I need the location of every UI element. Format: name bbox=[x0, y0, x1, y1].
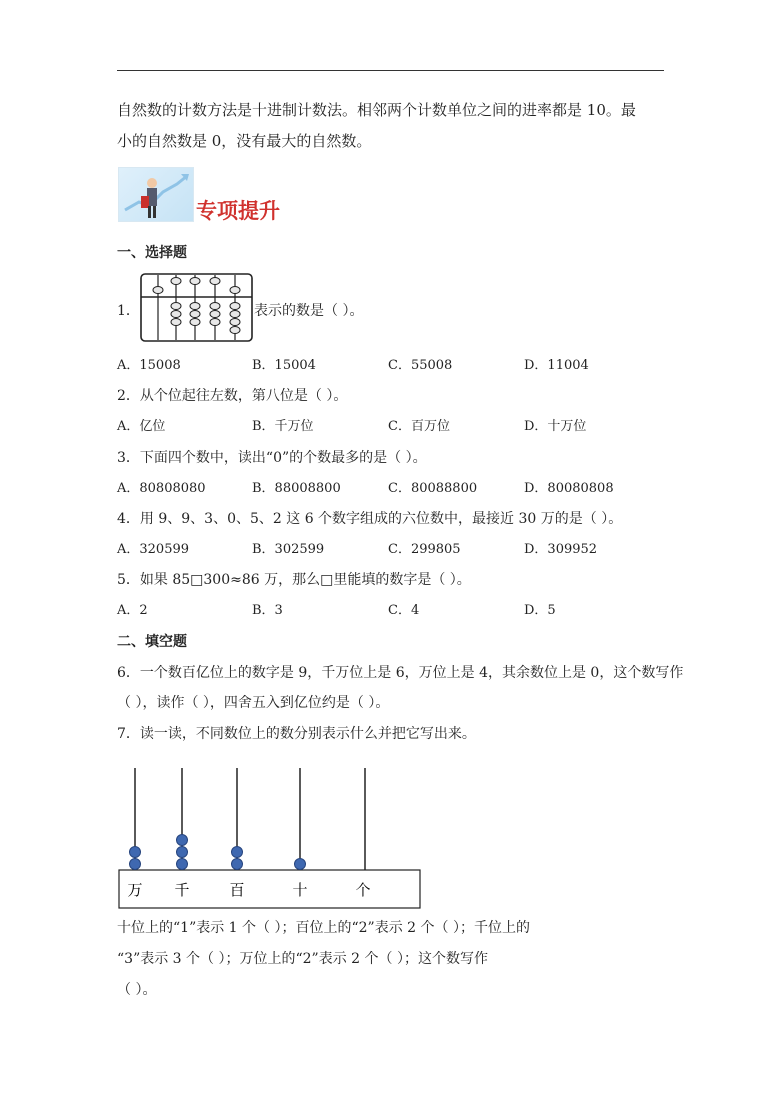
q3-text: 3．下面四个数中，读出“0”的个数最多的是（ ）。 bbox=[117, 450, 427, 466]
q6-line-2: （ ），读作（ ），四舍五入到亿位约是（ ）。 bbox=[117, 695, 390, 711]
q7-line-3: （ ）。 bbox=[117, 982, 157, 998]
intro-line-1: 自然数的计数方法是十进制计数法。相邻两个计数单位之间的进率都是 10。最 bbox=[117, 101, 636, 119]
place-label-shi: 十 bbox=[292, 881, 308, 899]
q4-text: 4．用 9、9、3、0、5、2 这 6 个数字组成的六位数中，最接近 30 万的是（ ）。 bbox=[117, 511, 623, 527]
abacus-2-bead bbox=[177, 847, 188, 858]
q2-option-d: D．十万位 bbox=[524, 419, 587, 434]
abacus-1-lower-bead bbox=[171, 303, 181, 310]
abacus-1-lower-bead bbox=[210, 319, 220, 326]
q6-line-1: 6．一个数百亿位上的数字是 9，千万位上是 6，万位上是 4，其余数位上是 0，这个数写作 bbox=[117, 665, 684, 681]
q5-option-d: D．5 bbox=[524, 603, 556, 618]
q1-text: 表示的数是（ ）。 bbox=[254, 303, 364, 319]
q4-option-c: C．299805 bbox=[388, 542, 461, 557]
header-rule bbox=[117, 70, 664, 71]
banner-illustration bbox=[118, 167, 194, 222]
place-label-wan: 万 bbox=[127, 881, 143, 899]
q4-option-b: B．302599 bbox=[252, 542, 325, 557]
q7-line-1: 十位上的“1”表示 1 个（ ）；百位上的“2”表示 2 个（ ）；千位上的 bbox=[117, 920, 530, 936]
q7-line-2: “3”表示 3 个（ ）；万位上的“2”表示 2 个（ ）；这个数写作 bbox=[117, 951, 488, 967]
abacus-1-lower-bead bbox=[230, 327, 240, 334]
abacus-1-lower-bead bbox=[230, 311, 240, 318]
abacus-1-lower-bead bbox=[210, 303, 220, 310]
place-label-bai: 百 bbox=[229, 881, 245, 899]
q4-option-d: D．309952 bbox=[524, 542, 598, 557]
q1-option-d: D．11004 bbox=[524, 358, 589, 373]
abacus-2-bead bbox=[232, 847, 243, 858]
abacus-1-upper-bead bbox=[171, 278, 181, 285]
q1-option-a: A．15008 bbox=[117, 358, 181, 373]
q2-option-b: B．千万位 bbox=[252, 419, 314, 434]
abacus-2-bead bbox=[130, 859, 141, 870]
q7-text: 7．读一读，不同数位上的数分别表示什么并把它写出来。 bbox=[117, 726, 476, 742]
abacus-1-upper-bead bbox=[210, 278, 220, 285]
abacus-2-bead bbox=[232, 859, 243, 870]
growth-chart-icon bbox=[119, 168, 193, 221]
q2-option-c: C．百万位 bbox=[388, 419, 450, 434]
intro-line-2: 小的自然数是 0，没有最大的自然数。 bbox=[117, 132, 372, 150]
abacus-figure-2 bbox=[118, 762, 424, 910]
abacus-2-bead bbox=[295, 859, 306, 870]
abacus-1-upper-bead bbox=[190, 278, 200, 285]
abacus-1-lower-bead bbox=[210, 311, 220, 318]
q2-option-a: A．亿位 bbox=[117, 419, 166, 434]
q5-text: 5．如果 85□300≈86 万，那么□里能填的数字是（ ）。 bbox=[117, 572, 471, 588]
q1-option-c: C．55008 bbox=[388, 358, 453, 373]
q3-option-c: C．80088800 bbox=[388, 481, 478, 496]
abacus-2-bead bbox=[177, 835, 188, 846]
section-2-heading: 二、填空题 bbox=[117, 634, 187, 650]
section-1-heading: 一、选择题 bbox=[117, 245, 187, 261]
abacus-1-lower-bead bbox=[230, 303, 240, 310]
abacus-1-lower-bead bbox=[171, 319, 181, 326]
place-label-qian: 千 bbox=[174, 881, 190, 899]
abacus-1-lower-bead bbox=[190, 311, 200, 318]
q4-option-a: A．320599 bbox=[117, 542, 190, 557]
q1-option-b: B．15004 bbox=[252, 358, 316, 373]
q5-option-c: C．4 bbox=[388, 603, 420, 618]
q5-option-b: B．3 bbox=[252, 603, 283, 618]
q3-option-b: B．88008800 bbox=[252, 481, 341, 496]
abacus-1-upper-bead bbox=[153, 287, 163, 294]
banner-title: 专项提升 bbox=[196, 198, 280, 223]
abacus-1-upper-bead bbox=[230, 287, 240, 294]
place-label-ge: 个 bbox=[355, 881, 371, 899]
q1-number: 1． bbox=[117, 303, 140, 319]
abacus-1-lower-bead bbox=[230, 319, 240, 326]
abacus-2-bead bbox=[130, 847, 141, 858]
abacus-1-lower-bead bbox=[190, 319, 200, 326]
q3-option-d: D．80080808 bbox=[524, 481, 614, 496]
abacus-2-bead bbox=[177, 859, 188, 870]
q5-option-a: A．2 bbox=[117, 603, 148, 618]
abacus-1-lower-bead bbox=[190, 303, 200, 310]
q3-option-a: A．80808080 bbox=[117, 481, 206, 496]
abacus-figure-1 bbox=[140, 273, 254, 343]
q2-text: 2．从个位起往左数，第八位是（ ）。 bbox=[117, 388, 348, 404]
abacus-1-lower-bead bbox=[171, 311, 181, 318]
